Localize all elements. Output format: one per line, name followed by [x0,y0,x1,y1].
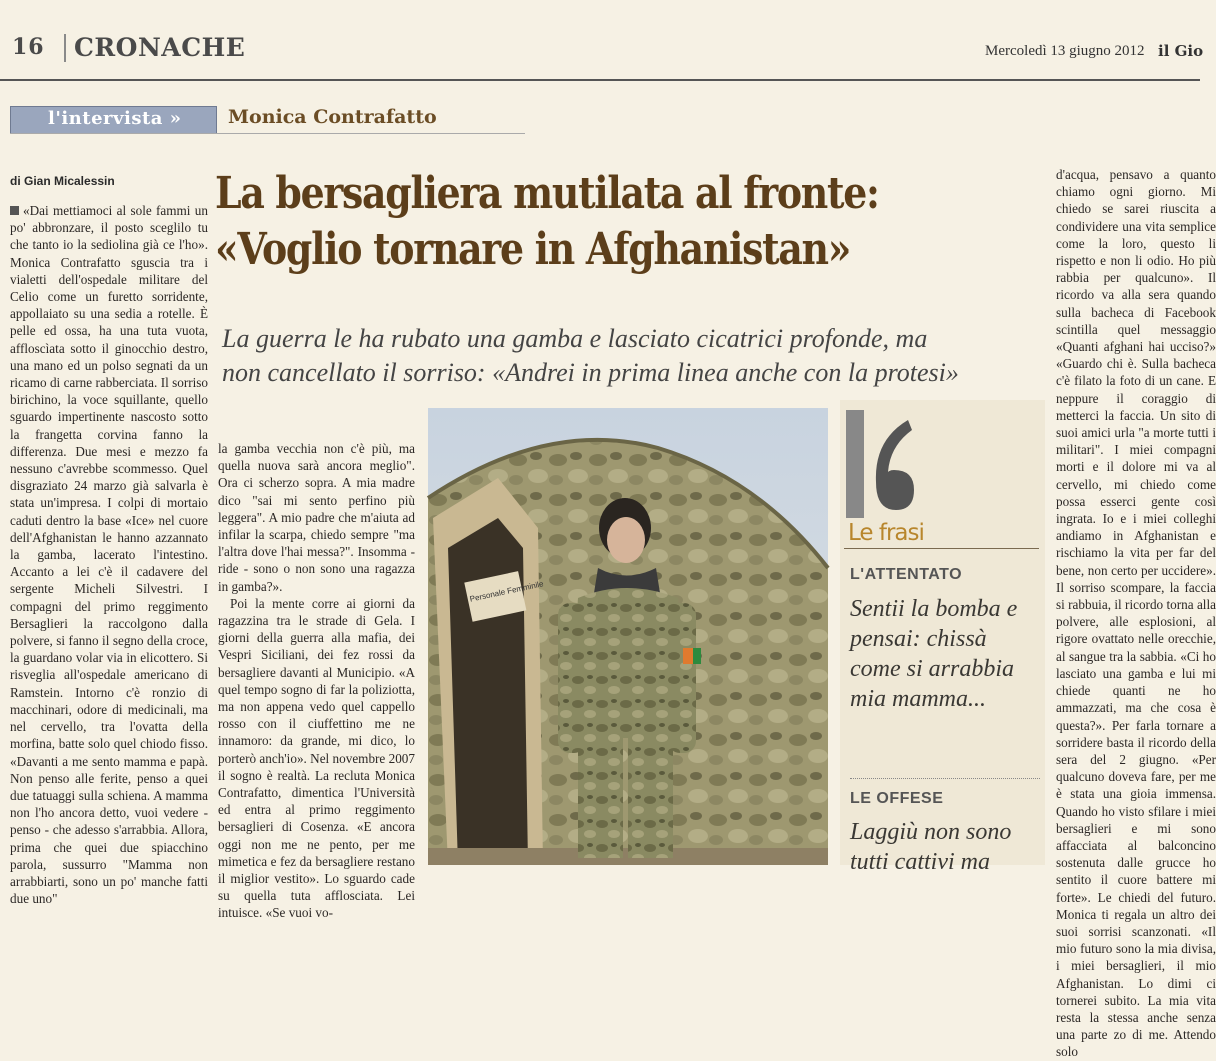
page-number: 16 [12,34,45,60]
header-rule [0,79,1200,81]
article-photo [428,408,828,865]
soldier-photo-illustration [428,408,828,865]
sidebar-kicker-attentato: L'ATTENTATO [850,566,963,583]
column-2-paragraph-1: la gamba vecchia non c'è più, ma quella nuova sarà ancora meglio". Ora ci scherzo sopra. A mia madre dico "sai mi sento perfino più leggera". A mio padre che m'aiuta ad infilar la scarpa, chiedo sempre "ma l'altra dove l'hai messa?". Insomma - ride - sono o non sono una ragazza in gamba?». [218,441,415,594]
publication-date: Mercoledì 13 giugno 2012 [985,43,1145,59]
column-1-text: «Dai mettiamoci al sole fammi un po' abbronzare, il posto sceglilo tu che tanto io la sediolina già ce l'ho». Monica Contrafatto sguscia tra i vialetti dell'ospedale militare del Celio come un furetto sorridente, appollaiato su una sedia a rotelle. È pelle ed ossa, ha una tuta vuota, affloscìata sotto il ginocchio destro, una mano ed un polso segnati da un ricamo di carne rabberciata. Il sorriso birichino, la voce squillante, quello sguardo impertinente nascosto sotto la frangetta corvina fanno la differenza. Due mesi e mezzo fa nessuno c'avrebbe scommesso. Quel disgraziato 24 marzo già salvarla è stata un'impresa. I colpi di mortaio caduti dentro la base «Ice» nel cuore dell'Afghanistan le hanno azzannato la gamba, lacerato l'intestino. Accanto a lei c'è il cadavere del sergente Micheli Silvestri. I compagni del primo reggimento Bersaglieri la raccolgono dalla polvere, si fanno il segno della croce, la guardano volar via in elicottero. Si risveglia all'ospedale americano di Ramstein. Intorno c'è ronzio di macchinari, odore di medicinali, ma nel cervello, tra l'ovatta della morfina, batte solo quel chiodo fisso. «Davanti a me sento mamma e papà. Non penso alle ferite, penso a quei due tatuaggi sulla schiena. A mamma non l'ho ancora detto, vuoi vedere - penso - che adesso s'arrabbia. Allora, prima che quei due spiacchino parola, sussurro "Mamma non arrabbiarti, sono un po' manche fatti due uno" [10,203,208,907]
sidebar-quote-offese: Laggiù non sono tutti cattivi ma [850,819,1012,875]
subheadline-line-2: non cancellato il sorriso: «Andrei in prima linea anche con la protesi» [222,358,959,387]
header-divider [64,34,66,62]
sidebar-quote-attentato: Sentii la bomba e pensai: chissà come si arrabbia mia mamma... [850,596,1018,712]
masthead: il Gio [1158,42,1204,60]
sidebar-divider [850,778,1040,780]
quote-mark-icon [846,410,916,518]
headline-line-2: «Voglio tornare in Afghanistan» [215,224,851,275]
interviewee-name: Monica Contrafatto [228,106,437,128]
column-2-paragraph-2: Poi la mente corre ai giorni da ragazzina tra le strade di Gela. I giorni della guerra alla mafia, dei Vespri Siciliani, dei fez rossi da bersagliere davanti al Municipio. «A quel tempo sogno di far la poliziotta, ma non appena vedo quel cappello rosso con il ciuffettino me ne innamoro: da grande, mi dico, lo porterò anch'io». Nel novembre 2007 il sogno è realtà. La recluta Monica Contrafatto, dimentica l'Università ed entra al primo reggimento bersaglieri di Cosenza. «E ancora oggi non me ne pento, per me mimetica e fez da bersagliere restano il miglior vestito». Lo sguardo cade su quella tuta afflosciata. Lei intuisce. «Se vuoi vo- [218,595,415,921]
article-column-5 [1056,166,1216,1060]
subheadline-line-1: La guerra le ha rubato una gamba e lasciato cicatrici profonde, ma [222,324,928,353]
article-column-1 [10,202,208,907]
headline-line-1: La bersagliera mutilata al fronte: [215,168,879,219]
sidebar-rule [844,548,1039,549]
tent-sign: Personale Femminile [468,579,545,604]
interview-tag: l'intervista » [48,108,182,129]
article-column-2 [218,440,415,921]
subheadline [222,322,1042,390]
paragraph-bullet-icon [10,206,19,215]
byline: di Gian Micalessin [10,174,115,188]
sidebar-kicker-offese: LE OFFESE [850,790,944,807]
column-5-text: d'acqua, pensavo a quanto chiamo ogni giorno. Mi chiedo se sarei riuscita a condividere una vita semplice come la loro, questo li rispetto e non li odio. Ho più rabbia per qualcuno». Il ricordo va alla sera quando sulla bacheca di Facebook scintilla quel messaggio «Quanti afghani hai ucciso?» «Guardo chi è. Sulla bacheca c'è filato la foto di un cane. E neppure il coraggio di metterci la faccia. Un sito di suoi amici urla "a morte tutti i militari". I miei compagni morti e il dolore mi va al cervello, mi chiedo come possa esserci gente così ingrata. Io e i miei colleghi andiamo in Afghanistan e rischiamo la vita per far del bene, non certo per uccidere». Il sorriso scompare, la faccia si rabbuia, il ricordo torna alla polvere, alle esplosioni, al rigore ovattato nelle orecchie, al sangue tra la sabbia. «Ci ho lasciato una gamba e lui mi chiede quanti ne ho ammazzati, ma che cosa è questa?». Per farla tornare a sorridere basta il ricordo della sera del 2 giugno. «Per qualcuno doveva fare, per me è stata una gioia immensa. Quando ho visto sfilare i miei bersaglieri e mi sono affacciata al balconcino sostenuta dalle grucce ho sentito il cuore battere mi forte». Le chiedi del futuro. Monica ti regala un altro dei suoi sorrisi scanzonati. «Il mio futuro sono la mia divisa, i miei bersaglieri, il mio Afghanistan. Lo dimi ci tornerei subito. La mia vita resta la stessa anche senza una parte zo di me. Attendo solo [1056,167,1216,1060]
headline [215,166,929,278]
sidebar-title: Le frasi [848,520,924,546]
banner-rule [10,133,525,134]
section-title: CRONACHE [74,33,246,62]
